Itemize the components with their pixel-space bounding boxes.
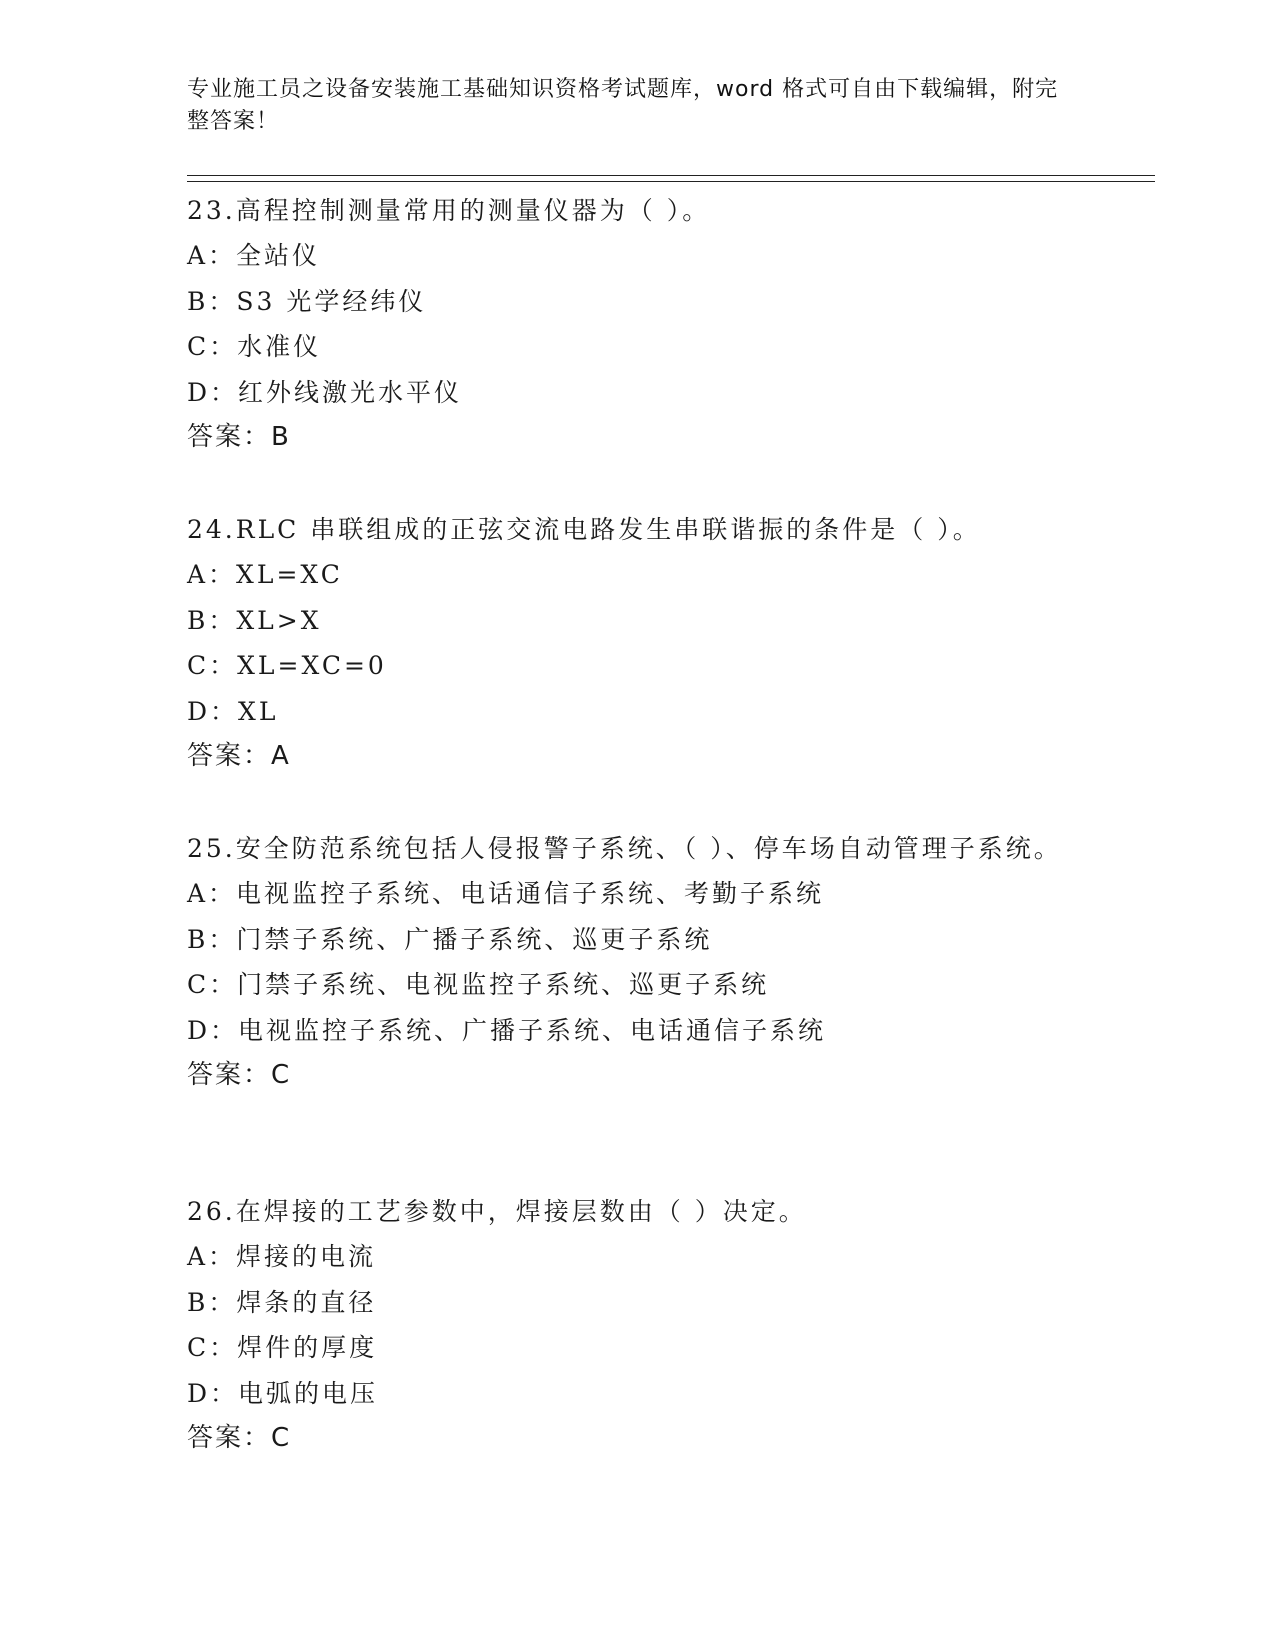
option-a: A：XL=XC [187, 560, 343, 589]
document-header: 专业施工员之设备安装施工基础知识资格考试题库，word 格式可自由下载编辑，附完整答案！ [187, 77, 1059, 134]
answer: 答案：B [187, 422, 291, 452]
answer: 答案：C [187, 1423, 292, 1453]
question-title: 23.高程控制测量常用的测量仪器为（ ）。 [187, 196, 711, 225]
option-c: C：门禁子系统、电视监控子系统、巡更子系统 [187, 970, 770, 999]
question-title: 24.RLC 串联组成的正弦交流电路发生串联谐振的条件是（ ）。 [187, 515, 981, 544]
answer: 答案：C [187, 1060, 292, 1090]
option-b: B：焊条的直径 [187, 1287, 377, 1317]
option-b: B：门禁子系统、广播子系统、巡更子系统 [187, 924, 713, 954]
option-a: A：电视监控子系统、电话通信子系统、考勤子系统 [187, 879, 825, 908]
option-b: B：S3 光学经纬仪 [187, 286, 427, 316]
question-24 [187, 507, 1087, 780]
option-d: D：红外线激光水平仪 [187, 377, 463, 407]
option-a: A：焊接的电流 [187, 1242, 377, 1271]
question-title: 26.在焊接的工艺参数中，焊接层数由（ ）决定。 [187, 1197, 807, 1226]
answer: 答案：A [187, 741, 291, 771]
question-23 [187, 188, 1087, 461]
question-26 [187, 1189, 1087, 1462]
question-25 [187, 826, 1087, 1099]
option-c: C：水准仪 [187, 332, 322, 361]
option-d: D：电弧的电压 [187, 1378, 379, 1408]
header-divider-top [187, 175, 1155, 176]
option-d: D：XL [187, 696, 279, 726]
option-d: D：电视监控子系统、广播子系统、电话通信子系统 [187, 1015, 827, 1045]
header-divider-bottom [187, 181, 1155, 182]
option-c: C：XL=XC=0 [187, 651, 387, 680]
question-title: 25.安全防范系统包括人侵报警子系统、（ ）、停车场自动管理子系统。 [187, 834, 1062, 863]
option-c: C：焊件的厚度 [187, 1333, 378, 1362]
option-a: A：全站仪 [187, 241, 321, 270]
option-b: B：XL>X [187, 605, 322, 635]
